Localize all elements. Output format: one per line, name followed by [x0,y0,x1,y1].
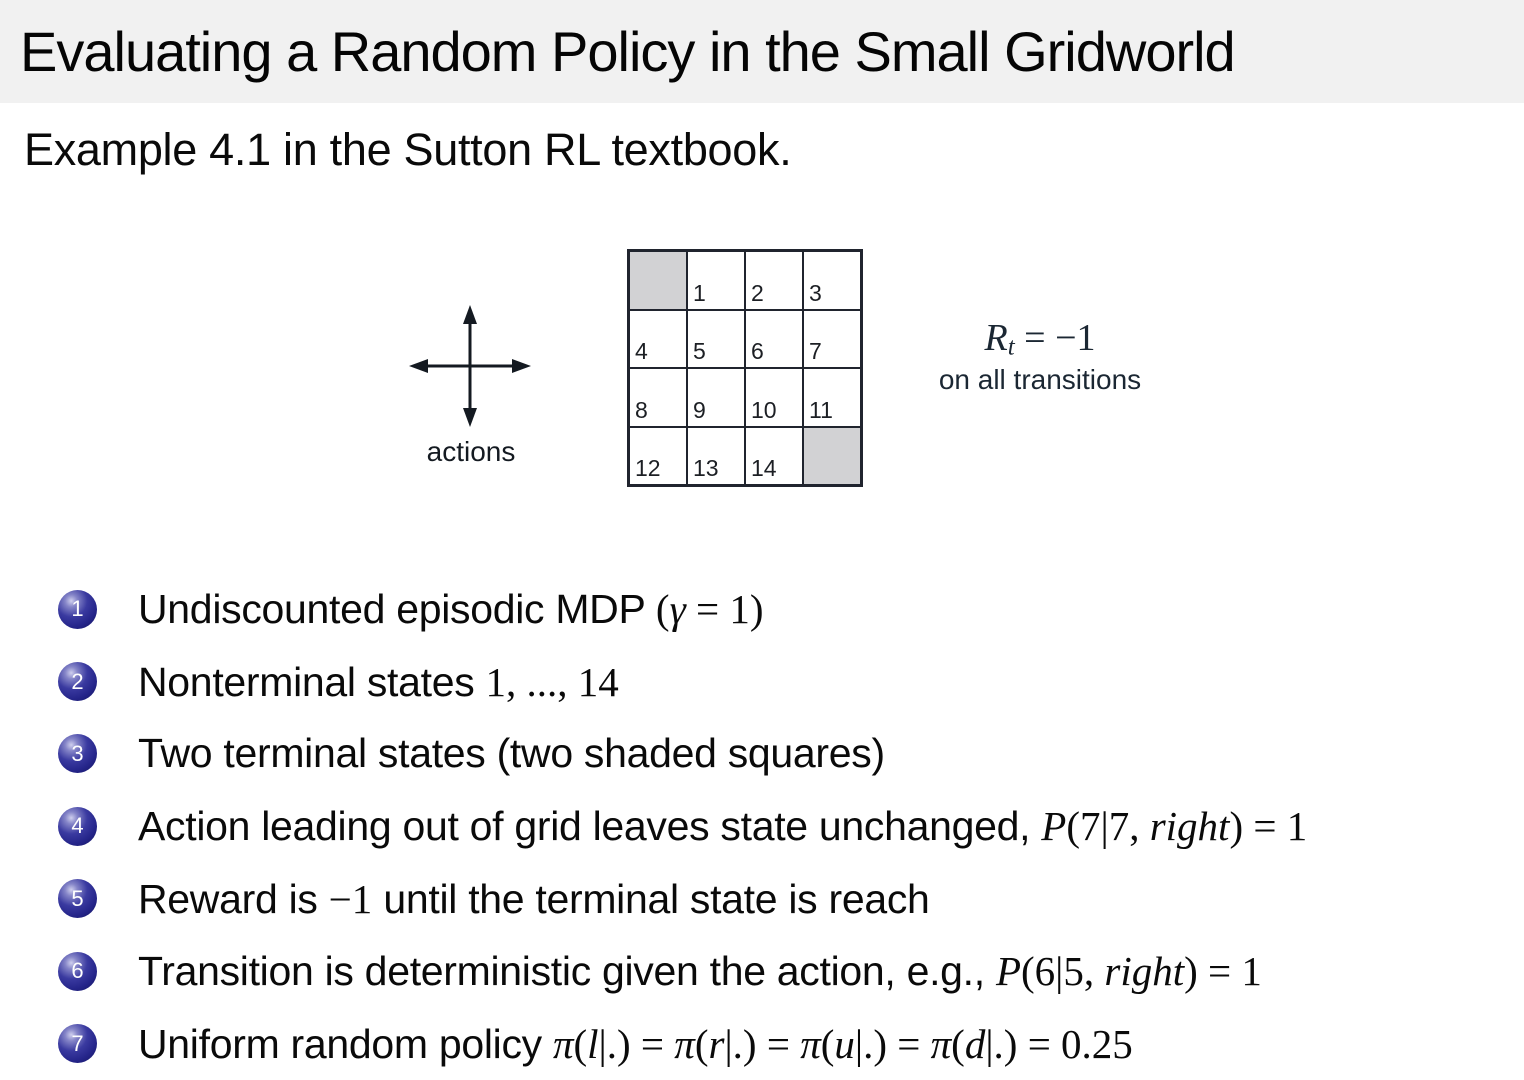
state-number: 13 [693,455,719,481]
state-number: 3 [809,279,822,306]
list-item [58,790,1514,862]
state-number: 11 [809,396,833,423]
text-segment: π [552,1020,574,1067]
text-segment: Undiscounted episodic MDP [138,586,656,633]
text-segment: |.) = [724,1020,801,1067]
text-segment: Action leading out of grid leaves state unchanged, [138,803,1042,850]
terminal-cell [804,428,860,485]
item-text [138,730,885,777]
text-segment: d [964,1020,986,1067]
item-text [138,658,619,706]
text-segment: t [1007,333,1015,361]
state-number [804,480,809,484]
state-cell [804,311,860,368]
state-cell [630,311,686,368]
text-segment: |.) = [598,1020,675,1067]
text-segment: ( [573,1020,588,1067]
text-segment: (7|7, [1066,803,1150,850]
text-segment: π [930,1020,952,1067]
gridworld-grid [627,249,863,487]
actions-cross-icon [408,304,532,428]
state-number [630,305,635,309]
item-text [138,802,1307,850]
slide-subtitle: Example 4.1 in the Sutton RL textbook. [24,124,792,175]
text-segment: |.) = [854,1020,931,1067]
reward-equation [925,318,1155,361]
state-number: 12 [635,455,661,481]
text-segment: ( [951,1020,965,1067]
state-number: 14 [751,455,777,481]
item-text [138,875,930,923]
text-segment: until the terminal state is reach [372,875,930,922]
text-segment: Uniform random policy [138,1020,553,1067]
state-cell [804,369,860,426]
text-segment: P [995,948,1021,995]
list-item [58,935,1514,1007]
text-segment: −1 [328,875,373,922]
text-segment: γ [669,586,686,633]
text-segment: ( [655,586,670,633]
text-segment: P [1041,803,1067,850]
item-number-badge: 7 [58,1024,97,1063]
text-segment: right [1104,948,1185,995]
state-cell [630,369,686,426]
state-cell [688,369,744,426]
item-list [58,573,1514,1080]
text-segment: right [1149,803,1230,850]
text-segment: π [800,1020,821,1067]
item-number-badge: 5 [58,879,97,918]
text-segment: r [708,1020,725,1067]
text-segment: Reward is [138,875,329,922]
item-number-badge: 3 [58,734,97,773]
text-segment: ) = 1 [1229,803,1308,850]
list-item [58,718,1514,790]
item-number-badge: 2 [58,662,97,701]
state-number: 5 [693,338,706,364]
text-segment: Transition is deterministic given the action, e.g., [138,948,996,995]
item-number-badge: 6 [58,952,97,991]
text-segment: ( [694,1020,709,1067]
text-segment: = 1) [685,586,764,633]
state-number: 4 [635,338,648,364]
state-number: 6 [751,338,764,364]
state-cell [746,311,802,368]
text-segment: u [834,1020,855,1067]
text-segment: ( [820,1020,835,1067]
state-number: 10 [751,396,777,423]
state-cell [746,252,802,309]
text-segment: ) = 1 [1184,948,1262,995]
state-cell [688,252,744,309]
state-number: 9 [693,396,706,423]
list-item [58,573,1514,645]
text-segment: R [984,317,1008,359]
item-number-badge: 4 [58,807,97,846]
item-text [138,1020,1133,1068]
text-segment: (6|5, [1021,948,1105,995]
text-segment: 1, ..., 14 [485,658,619,705]
text-segment: = −1 [1014,317,1096,359]
item-text [138,947,1262,995]
list-item [58,1007,1514,1079]
list-item [58,863,1514,935]
state-number: 7 [809,338,822,364]
state-cell [746,428,802,485]
state-cell [688,428,744,485]
state-number: 1 [693,279,706,306]
page-title: Evaluating a Random Policy in the Small Gridworld [20,20,1235,83]
terminal-cell [630,252,686,309]
reward-caption: on all transitions [938,364,1142,396]
reward-note [925,318,1155,396]
text-segment: π [674,1020,695,1067]
text-segment: Two terminal states (two shaded squares) [138,730,885,777]
list-item [58,645,1514,717]
state-number: 2 [751,279,764,306]
text-segment: Nonterminal states [138,658,486,705]
text-segment: |.) = 0.25 [985,1020,1133,1067]
state-cell [688,311,744,368]
title-band [0,0,1524,103]
item-text [138,585,764,633]
actions-label: actions [426,436,516,467]
state-cell [804,252,860,309]
state-cell [746,369,802,426]
text-segment: l [587,1020,599,1067]
state-number: 8 [635,396,648,423]
item-number-badge: 1 [58,590,97,629]
state-cell [630,428,686,485]
